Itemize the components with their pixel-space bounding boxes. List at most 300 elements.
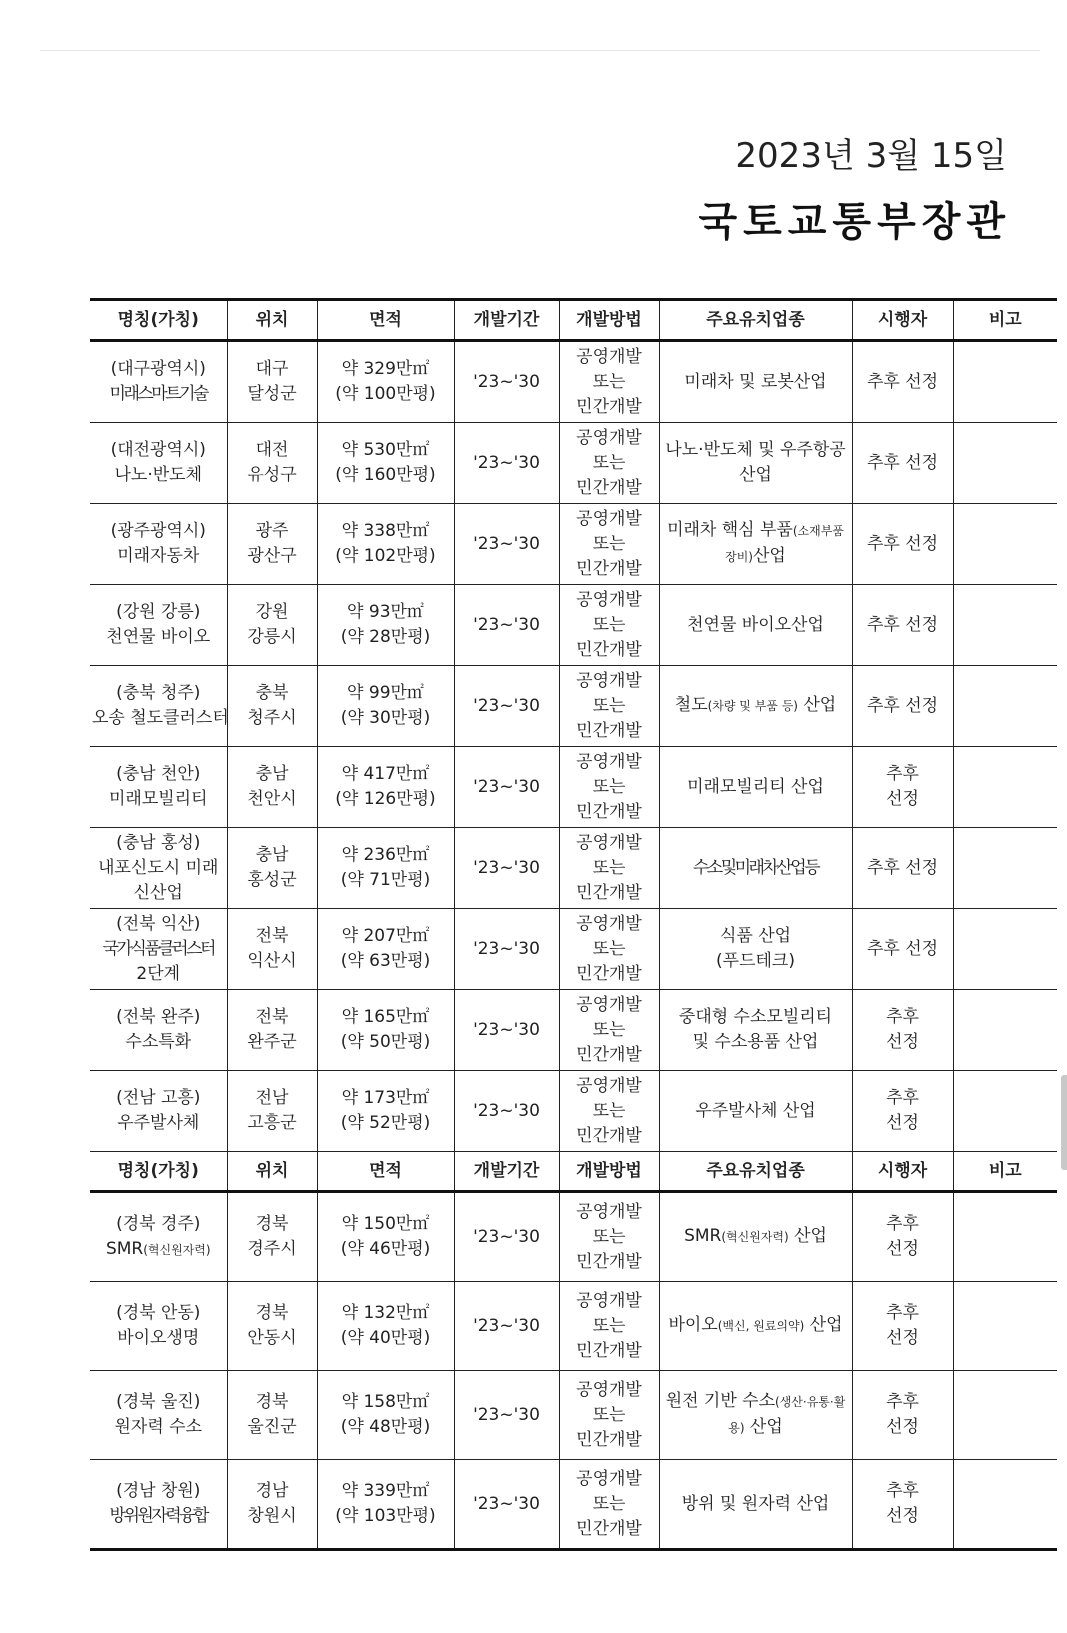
cell-text: (약 103만평) xyxy=(335,1506,436,1526)
cell-text: 산업 xyxy=(753,546,786,566)
note-cell xyxy=(953,585,1057,666)
cell-text: 산업 xyxy=(797,695,837,715)
cell-text: 충남 xyxy=(255,764,289,784)
cell-text: 약 530만㎡ xyxy=(341,440,430,460)
note-cell xyxy=(953,1460,1057,1550)
column-header: 개발방법 xyxy=(559,300,659,341)
cell-text: 공영개발 xyxy=(576,1201,642,1222)
cell-text: 바이오 xyxy=(668,1315,718,1335)
table-row xyxy=(90,1192,1057,1282)
area-cell xyxy=(317,828,454,909)
note-cell xyxy=(953,990,1057,1071)
name-cell xyxy=(90,909,227,990)
method-cell xyxy=(559,585,659,666)
period-cell: '23~'30 xyxy=(454,341,559,423)
cell-text: 산업 xyxy=(744,1417,783,1437)
cell-text: 추후 선정 xyxy=(866,614,939,635)
cell-text: 우주발사체 산업 xyxy=(695,1100,816,1121)
method-cell xyxy=(559,341,659,423)
method-cell xyxy=(559,909,659,990)
area-cell xyxy=(317,1460,454,1550)
cell-text: 충남 xyxy=(255,845,289,865)
operator-cell xyxy=(852,1071,953,1152)
note-cell xyxy=(953,1192,1057,1282)
industry-cell xyxy=(659,1371,852,1460)
cell-text: 철도 xyxy=(674,695,708,715)
cell-text: 천연물 바이오산업 xyxy=(687,614,824,635)
operator-cell xyxy=(852,747,953,828)
cell-text: 또는 xyxy=(592,1315,626,1336)
period-cell: '23~'30 xyxy=(454,990,559,1071)
cell-text: (약 46만평) xyxy=(340,1239,431,1259)
cell-text: 선정 xyxy=(886,1506,919,1526)
table-row xyxy=(90,747,1057,828)
cell-text: 약 338만㎡ xyxy=(341,521,430,541)
area-cell xyxy=(317,504,454,585)
industry-cell xyxy=(659,504,852,585)
column-header: 위치 xyxy=(227,1152,317,1192)
name-cell xyxy=(90,828,227,909)
period-cell: '23~'30 xyxy=(454,747,559,828)
cell-text: 청주시 xyxy=(247,708,297,728)
cell-text: 전남 xyxy=(255,1088,289,1108)
column-header: 시행자 xyxy=(852,300,953,341)
area-cell xyxy=(317,1371,454,1460)
cell-text: 오송 철도클러스터 xyxy=(92,708,229,728)
table-row xyxy=(90,504,1057,585)
note-cell xyxy=(953,341,1057,423)
cell-text: (약 126만평) xyxy=(335,789,436,809)
period-cell: '23~'30 xyxy=(454,1071,559,1152)
operator-cell xyxy=(852,1192,953,1282)
issuer-title: 국토교통부장관 xyxy=(698,199,1011,245)
cell-text: 약 173만㎡ xyxy=(341,1088,430,1108)
cell-text: (경북 경주) xyxy=(116,1213,201,1234)
cell-text: 추후 xyxy=(886,1481,919,1501)
period-cell: '23~'30 xyxy=(454,504,559,585)
cell-text: 유성구 xyxy=(247,465,297,485)
cell-text: 민간개발 xyxy=(576,1044,642,1065)
operator-cell xyxy=(852,909,953,990)
cell-text: 민간개발 xyxy=(576,801,642,822)
method-cell xyxy=(559,504,659,585)
method-cell xyxy=(559,990,659,1071)
industry-cell xyxy=(659,828,852,909)
industry-cell xyxy=(659,747,852,828)
cell-text: 방위 및 원자력 산업 xyxy=(681,1493,830,1514)
name-cell xyxy=(90,504,227,585)
column-header: 비고 xyxy=(953,300,1057,341)
cell-text: 원전 기반 수소 xyxy=(665,1391,776,1411)
cell-text: (전북 완주) xyxy=(116,1007,201,1027)
cell-text: 추후 선정 xyxy=(866,452,939,473)
note-cell xyxy=(953,1071,1057,1152)
cell-text: 선정 xyxy=(886,789,919,809)
cell-text: 방위원자력융합 xyxy=(109,1506,207,1526)
name-cell xyxy=(90,585,227,666)
period-cell: '23~'30 xyxy=(454,1192,559,1282)
cell-text: 신산업 xyxy=(133,882,183,903)
cell-text: (푸드테크) xyxy=(716,951,795,971)
cell-text: 민간개발 xyxy=(576,558,642,579)
cell-text: 바이오생명 xyxy=(117,1328,200,1348)
name-cell xyxy=(90,341,227,423)
cell-text: 약 150만㎡ xyxy=(341,1214,430,1234)
area-cell xyxy=(317,1071,454,1152)
cell-text: 공영개발 xyxy=(576,1290,642,1311)
cell-text: 추후 xyxy=(886,1088,919,1108)
cell-text: 추후 xyxy=(886,1007,919,1027)
cell-text: (소재부품장비) xyxy=(725,524,844,564)
cell-text: 선정 xyxy=(886,1417,919,1437)
table-row xyxy=(90,666,1057,747)
location-cell xyxy=(227,423,317,504)
cell-text: 민간개발 xyxy=(576,1429,642,1450)
cell-text: 미래차 핵심 부품 xyxy=(667,520,793,540)
cell-text: 경주시 xyxy=(247,1239,297,1259)
column-header: 면적 xyxy=(317,300,454,341)
cell-text: 중대형 수소모빌리티 xyxy=(678,1007,833,1027)
cell-text: 민간개발 xyxy=(576,1518,642,1539)
cell-text: 고흥군 xyxy=(247,1113,297,1133)
location-cell xyxy=(227,1460,317,1550)
industry-cell xyxy=(659,585,852,666)
operator-cell xyxy=(852,341,953,423)
method-cell xyxy=(559,1282,659,1371)
cell-text: 약 158만㎡ xyxy=(341,1392,430,1412)
cell-text: 미래차 및 로봇산업 xyxy=(684,371,827,392)
note-cell xyxy=(953,1371,1057,1460)
cell-text: 강원 xyxy=(255,602,289,622)
period-cell: '23~'30 xyxy=(454,1460,559,1550)
table-row xyxy=(90,1371,1057,1460)
cell-text: 대전 xyxy=(255,440,289,460)
cell-text: 경북 xyxy=(255,1392,289,1412)
cell-text: 공영개발 xyxy=(576,508,642,529)
cell-text: 및 수소용품 산업 xyxy=(692,1032,819,1052)
cell-text: 수소및미래차산업등 xyxy=(692,857,819,878)
cell-text: (약 102만평) xyxy=(335,546,436,566)
column-header: 개발기간 xyxy=(454,1152,559,1192)
industry-cell xyxy=(659,1071,852,1152)
cell-text: 미래모빌리티 산업 xyxy=(687,776,824,797)
cell-text: 천안시 xyxy=(247,789,297,809)
cell-text: 선정 xyxy=(886,1113,919,1133)
cell-text: 강릉시 xyxy=(247,627,297,647)
cell-text: (전남 고흥) xyxy=(116,1088,201,1108)
cell-text: (생산·유통·활용) xyxy=(728,1395,846,1435)
column-header: 면적 xyxy=(317,1152,454,1192)
note-cell xyxy=(953,666,1057,747)
area-cell xyxy=(317,1282,454,1371)
operator-cell xyxy=(852,585,953,666)
cell-text: 공영개발 xyxy=(576,1075,642,1096)
cell-text: (약 50만평) xyxy=(340,1032,431,1052)
operator-cell xyxy=(852,1282,953,1371)
cell-text: 천연물 바이오 xyxy=(106,627,211,647)
cell-text: 경북 xyxy=(255,1214,289,1234)
cell-text: 민간개발 xyxy=(576,1340,642,1361)
cell-text: (경북 울진) xyxy=(116,1392,201,1412)
cell-text: 추후 xyxy=(886,1392,919,1412)
cell-text: 산업 xyxy=(739,465,772,485)
column-header: 주요유치업종 xyxy=(659,300,852,341)
location-cell xyxy=(227,341,317,423)
cell-text: (약 28만평) xyxy=(340,627,431,647)
cell-text: (전북 익산) xyxy=(116,913,201,934)
cell-text: 안동시 xyxy=(247,1328,297,1348)
column-header: 시행자 xyxy=(852,1152,953,1192)
top-divider xyxy=(40,50,1040,51)
cell-text: 경북 xyxy=(255,1303,289,1323)
cell-text: (경북 안동) xyxy=(116,1303,201,1323)
cell-text: (충북 청주) xyxy=(116,683,201,703)
location-cell xyxy=(227,1282,317,1371)
cell-text: 또는 xyxy=(592,1100,626,1121)
cell-text: 완주군 xyxy=(247,1032,297,1052)
cell-text: 나노·반도체 및 우주항공 xyxy=(665,440,846,460)
table-header-row xyxy=(90,1152,1057,1192)
industry-cell xyxy=(659,990,852,1071)
cell-text: 추후 선정 xyxy=(866,533,939,554)
name-cell xyxy=(90,1371,227,1460)
operator-cell xyxy=(852,1460,953,1550)
cell-text: 미래스마트기술 xyxy=(109,384,207,404)
method-cell xyxy=(559,1371,659,1460)
area-cell xyxy=(317,341,454,423)
cell-text: 대구 xyxy=(255,359,289,379)
cell-text: 선정 xyxy=(886,1239,919,1259)
cell-text: 공영개발 xyxy=(576,346,642,367)
period-cell: '23~'30 xyxy=(454,666,559,747)
cell-text: 울진군 xyxy=(247,1417,297,1437)
cell-text: 홍성군 xyxy=(247,870,297,890)
method-cell xyxy=(559,666,659,747)
cell-text: 약 93만㎡ xyxy=(347,602,424,622)
industry-cell xyxy=(659,1282,852,1371)
cell-text: 익산시 xyxy=(247,951,297,971)
name-cell xyxy=(90,423,227,504)
cell-text: 또는 xyxy=(592,452,626,473)
area-cell xyxy=(317,747,454,828)
cell-text: (대구광역시) xyxy=(110,359,206,379)
cell-text: 원자력 수소 xyxy=(114,1417,202,1437)
cell-text: 약 132만㎡ xyxy=(341,1303,430,1323)
cell-text: 충북 xyxy=(255,683,289,703)
table-header-row xyxy=(90,300,1057,341)
cell-text: 광주 xyxy=(255,521,289,541)
location-cell xyxy=(227,504,317,585)
table-row xyxy=(90,423,1057,504)
cell-text: SMR xyxy=(105,1238,144,1259)
cell-text: 약 207만㎡ xyxy=(341,926,430,946)
cell-text: (충남 홍성) xyxy=(116,832,201,853)
cell-text: 미래모빌리티 xyxy=(108,789,208,809)
method-cell xyxy=(559,828,659,909)
cell-text: 약 99만㎡ xyxy=(347,683,424,703)
industrial-complex-table xyxy=(90,298,1057,1551)
area-cell xyxy=(317,990,454,1071)
column-header: 위치 xyxy=(227,300,317,341)
cell-text: 2단계 xyxy=(136,963,181,984)
column-header: 명칭(가칭) xyxy=(90,1152,227,1192)
cell-text: (대전광역시) xyxy=(110,440,206,460)
cell-text: (차량 및 부품 등) xyxy=(707,699,798,713)
area-cell xyxy=(317,909,454,990)
cell-text: 추후 xyxy=(886,764,919,784)
table-row xyxy=(90,1282,1057,1371)
location-cell xyxy=(227,1371,317,1460)
cell-text: 공영개발 xyxy=(576,913,642,934)
document-date: 2023년 3월 15일 xyxy=(735,136,1007,176)
cell-text: 국가식품클러스터 xyxy=(102,938,214,959)
industry-cell xyxy=(659,1460,852,1550)
cell-text: 약 417만㎡ xyxy=(341,764,430,784)
area-cell xyxy=(317,1192,454,1282)
table-row xyxy=(90,828,1057,909)
area-cell xyxy=(317,585,454,666)
cell-text: 경남 xyxy=(255,1481,289,1501)
operator-cell xyxy=(852,990,953,1071)
cell-text: 또는 xyxy=(592,371,626,392)
cell-text: 공영개발 xyxy=(576,427,642,448)
operator-cell xyxy=(852,1371,953,1460)
cell-text: 추후 xyxy=(886,1303,919,1323)
operator-cell xyxy=(852,666,953,747)
period-cell: '23~'30 xyxy=(454,828,559,909)
cell-text: 또는 xyxy=(592,776,626,797)
cell-text: (백신, 원료의약) xyxy=(717,1319,805,1333)
cell-text: 공영개발 xyxy=(576,1379,642,1400)
cell-text: (약 63만평) xyxy=(340,951,431,971)
cell-text: 전북 xyxy=(255,1007,289,1027)
column-header: 비고 xyxy=(953,1152,1057,1192)
cell-text: (충남 천안) xyxy=(116,764,201,784)
period-cell: '23~'30 xyxy=(454,423,559,504)
cell-text: SMR xyxy=(684,1226,722,1246)
location-cell xyxy=(227,909,317,990)
cell-text: 또는 xyxy=(592,1404,626,1425)
cell-text: 선정 xyxy=(886,1328,919,1348)
operator-cell xyxy=(852,828,953,909)
cell-text: 공영개발 xyxy=(576,832,642,853)
cell-text: 달성군 xyxy=(247,384,297,404)
cell-text: 추후 xyxy=(886,1214,919,1234)
name-cell xyxy=(90,1460,227,1550)
area-cell xyxy=(317,666,454,747)
cell-text: 광산구 xyxy=(247,546,297,566)
location-cell xyxy=(227,1071,317,1152)
cell-text: 수소특화 xyxy=(125,1032,192,1052)
table-row xyxy=(90,909,1057,990)
period-cell: '23~'30 xyxy=(454,909,559,990)
industry-cell xyxy=(659,666,852,747)
period-cell: '23~'30 xyxy=(454,1371,559,1460)
cell-text: 산업 xyxy=(804,1315,843,1335)
cell-text: (경남 창원) xyxy=(116,1481,201,1501)
cell-text: 민간개발 xyxy=(576,639,642,660)
cell-text: (약 48만평) xyxy=(340,1417,431,1437)
table-row xyxy=(90,1071,1057,1152)
cell-text: 공영개발 xyxy=(576,994,642,1015)
cell-text: (약 160만평) xyxy=(335,465,436,485)
operator-cell xyxy=(852,423,953,504)
cell-text: 내포신도시 미래 xyxy=(98,857,219,878)
cell-text: (혁신원자력) xyxy=(143,1242,211,1257)
cell-text: 공영개발 xyxy=(576,589,642,610)
industry-cell xyxy=(659,1192,852,1282)
cell-text: 또는 xyxy=(592,857,626,878)
note-cell xyxy=(953,423,1057,504)
cell-text: 식품 산업 xyxy=(719,926,792,946)
note-cell xyxy=(953,747,1057,828)
method-cell xyxy=(559,1071,659,1152)
cell-text: 공영개발 xyxy=(576,670,642,691)
cell-text: (약 100만평) xyxy=(335,384,436,404)
cell-text: 또는 xyxy=(592,533,626,554)
table-row xyxy=(90,341,1057,423)
note-cell xyxy=(953,504,1057,585)
location-cell xyxy=(227,747,317,828)
cell-text: 민간개발 xyxy=(576,720,642,741)
table-row xyxy=(90,585,1057,666)
cell-text: 또는 xyxy=(592,1493,626,1514)
name-cell xyxy=(90,747,227,828)
cell-text: (약 40만평) xyxy=(340,1328,431,1348)
cell-text: 추후 선정 xyxy=(866,938,939,959)
note-cell xyxy=(953,1282,1057,1371)
cell-text: (강원 강릉) xyxy=(116,602,201,622)
period-cell: '23~'30 xyxy=(454,1282,559,1371)
cell-text: 우주발사체 xyxy=(117,1113,200,1133)
cell-text: (약 30만평) xyxy=(340,708,431,728)
industry-cell xyxy=(659,341,852,423)
cell-text: 선정 xyxy=(886,1032,919,1052)
cell-text: 민간개발 xyxy=(576,477,642,498)
table-row xyxy=(90,1460,1057,1550)
cell-text: 또는 xyxy=(592,1226,626,1247)
scrollbar-thumb[interactable] xyxy=(1061,1075,1067,1170)
cell-text: 약 165만㎡ xyxy=(341,1007,430,1027)
column-header: 개발기간 xyxy=(454,300,559,341)
cell-text: (약 52만평) xyxy=(340,1113,431,1133)
name-cell xyxy=(90,1071,227,1152)
cell-text: 또는 xyxy=(592,938,626,959)
note-cell xyxy=(953,828,1057,909)
cell-text: 민간개발 xyxy=(576,396,642,417)
cell-text: 미래자동차 xyxy=(117,546,200,566)
column-header: 개발방법 xyxy=(559,1152,659,1192)
cell-text: 산업 xyxy=(788,1226,827,1246)
cell-text: 또는 xyxy=(592,1019,626,1040)
location-cell xyxy=(227,666,317,747)
industry-cell xyxy=(659,909,852,990)
cell-text: 전북 xyxy=(255,926,289,946)
cell-text: 민간개발 xyxy=(576,1251,642,1272)
cell-text: (광주광역시) xyxy=(110,521,206,541)
cell-text: 추후 선정 xyxy=(866,695,939,716)
area-cell xyxy=(317,423,454,504)
cell-text: 민간개발 xyxy=(576,963,642,984)
name-cell xyxy=(90,990,227,1071)
note-cell xyxy=(953,909,1057,990)
table-row xyxy=(90,990,1057,1071)
cell-text: 민간개발 xyxy=(576,882,642,903)
cell-text: 약 329만㎡ xyxy=(341,359,430,379)
cell-text: (혁신원자력) xyxy=(721,1230,789,1244)
cell-text: 약 339만㎡ xyxy=(341,1481,430,1501)
cell-text: 또는 xyxy=(592,614,626,635)
